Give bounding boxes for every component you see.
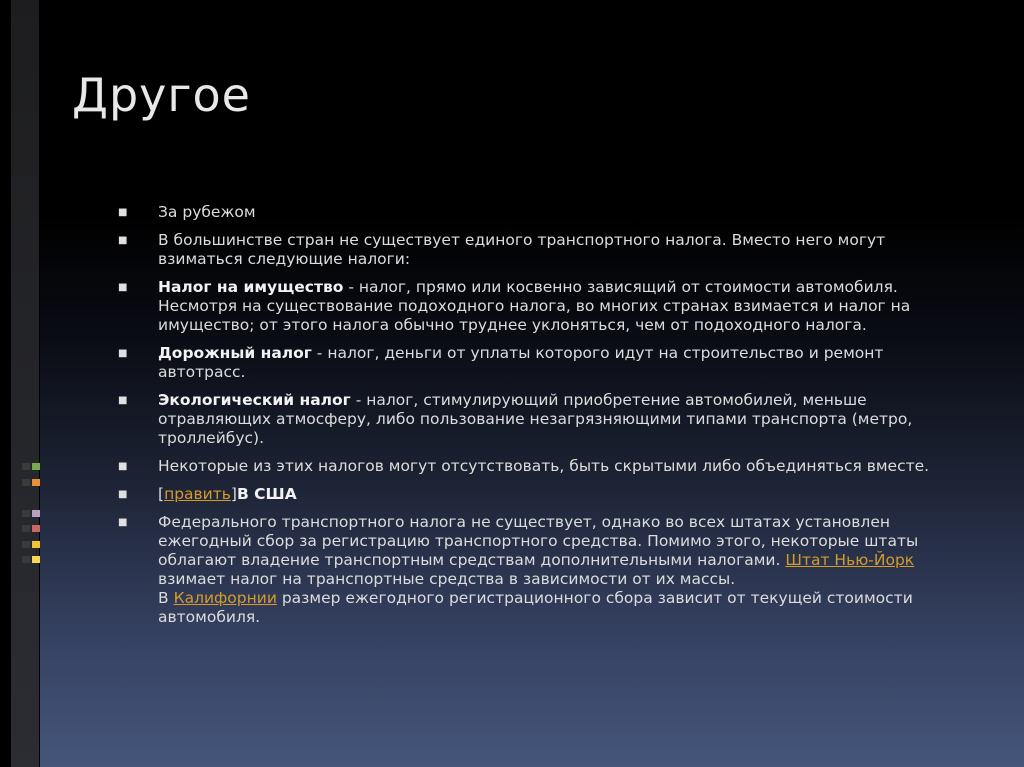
slide-title: Другое — [72, 68, 251, 122]
bullet-icon: ■ — [118, 489, 128, 500]
bullet-icon: ■ — [118, 348, 128, 359]
bullet-icon: ■ — [118, 395, 128, 406]
deco-bar — [22, 463, 30, 470]
item-term: Налог на имущество — [158, 278, 344, 296]
item-text: - налог, прямо или косвенно зависящий от стоимости автомобиля. Несмотря на существование подоходного налога, во многих странах взимается и налог на имущество; от этого налога обычно труднее уклоняться, чем от подоходного налога. — [158, 278, 911, 334]
item-text: - налог, деньги от уплаты которого идут на строительство и ремонт автотрасс. — [158, 344, 884, 381]
list-item — [118, 231, 948, 269]
list-item — [118, 278, 948, 335]
bracket: [ — [158, 485, 165, 503]
bullet-icon: ■ — [118, 282, 128, 293]
item-text: взимает налог на транспортные средства в зависимости от их массы. — [158, 570, 736, 588]
list-item — [118, 391, 948, 448]
list-item — [118, 513, 948, 627]
list-item — [118, 457, 948, 476]
item-text: - налог, стимулирующий приобретение автомобилей, меньше отравляющих атмосферу, либо пользование незагрязняющими типами транспорта (метро, троллейбус). — [158, 391, 913, 447]
bullet-icon: ■ — [118, 235, 128, 246]
bullet-icon: ■ — [118, 517, 128, 528]
edit-link[interactable]: править — [164, 485, 231, 503]
item-text: Федерального транспортного налога не существует, однако во всех штатах установлен ежегодный сбор за регистрацию транспортного средства. Помимо этого, некоторые штаты облагают владение транспортным средствам дополнительными налогами. — [158, 513, 919, 569]
deco-bar — [22, 525, 30, 532]
deco-bar — [22, 510, 30, 517]
bullet-icon: ■ — [118, 461, 128, 472]
item-term: Дорожный налог — [158, 344, 312, 362]
list-item — [118, 485, 948, 504]
slide-content — [118, 203, 948, 636]
section-heading: В США — [236, 485, 297, 503]
california-link[interactable]: Калифорнии — [173, 589, 277, 607]
deco-bar — [22, 541, 30, 548]
new-york-link[interactable]: Штат Нью-Йорк — [785, 551, 915, 569]
bracket: ] — [230, 485, 237, 503]
list-item — [118, 203, 948, 222]
item-text: В большинстве стран не существует единого транспортного налога. Вместо него могут взиматься следующие налоги: — [158, 231, 886, 268]
item-text: За рубежом — [158, 203, 256, 221]
deco-bar — [22, 479, 30, 486]
bullet-icon: ■ — [118, 207, 128, 218]
item-text: размер ежегодного регистрационного сбора зависит от текущей стоимости автомобиля. — [158, 589, 913, 626]
list-item — [118, 344, 948, 382]
item-term: Экологический налог — [158, 391, 351, 409]
item-text: В — [158, 589, 174, 607]
decorative-strip — [11, 0, 39, 767]
item-text: Некоторые из этих налогов могут отсутствовать, быть скрытыми либо объединяться вместе. — [158, 457, 930, 475]
deco-bar — [22, 556, 30, 563]
